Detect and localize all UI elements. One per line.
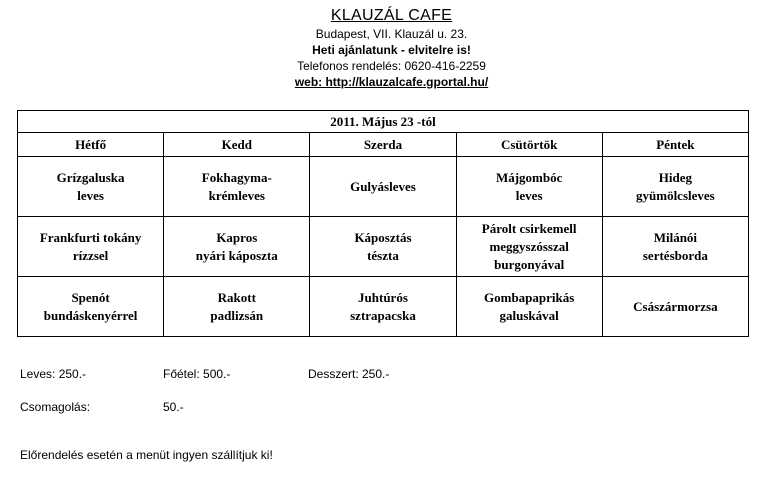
dish-cell: [164, 157, 310, 217]
price-dessert: Desszert: 250.-: [308, 367, 390, 381]
phone: Telefonos rendelés: 0620-416-2259: [297, 59, 486, 73]
soup-row: [18, 157, 749, 217]
dish-name: Gombapaprikás galuskával: [484, 289, 575, 323]
main-row: [18, 217, 749, 277]
dish-name: Májgombóc leves: [495, 169, 563, 203]
dish-cell: [602, 157, 748, 217]
address: Budapest, VII. Klauzál u. 23.: [315, 27, 468, 41]
dish-name: Fokhagyma- krémleves: [201, 169, 272, 203]
dish-cell: [164, 217, 310, 277]
dish-name: Kapros nyári káposzta: [195, 229, 278, 263]
dish-name: Grízgaluska leves: [56, 169, 125, 203]
dish-name: Császármorzsa: [633, 298, 718, 314]
dish-cell: [310, 217, 456, 277]
price-main: Főétel: 500.-: [163, 367, 231, 381]
dish-name: Gulyásleves: [350, 178, 416, 194]
day-thursday: Csütörtök: [456, 133, 602, 157]
day-tuesday: Kedd: [164, 133, 310, 157]
day-wednesday: Szerda: [310, 133, 456, 157]
dish-cell: [164, 277, 310, 337]
dish-name: Rakott padlizsán: [210, 289, 264, 323]
dish-name: Frankfurti tokány rízzsel: [39, 229, 142, 263]
dish-cell: [602, 277, 748, 337]
packaging-price: 50.-: [163, 400, 184, 414]
day-friday: Péntek: [602, 133, 748, 157]
dish-cell: [456, 217, 602, 277]
cafe-title: KLAUZÁL CAFE: [330, 7, 453, 24]
day-header-row: [18, 133, 749, 157]
weekly-offer: Heti ajánlatunk - elvitelre is!: [312, 43, 471, 57]
dish-cell: [310, 157, 456, 217]
website-link[interactable]: web: http://klauzalcafe.gportal.hu/: [294, 75, 489, 89]
delivery-note: Előrendelés esetén a menüt ingyen szállítjuk ki!: [20, 448, 273, 462]
dish-cell: [602, 217, 748, 277]
header: [0, 6, 783, 90]
dish-name: Milánói sertésborda: [642, 229, 708, 263]
price-soup: Leves: 250.-: [20, 367, 87, 381]
dish-name: Juhtúrós sztrapacska: [350, 289, 416, 323]
dish-name: Hideg gyümölcsleves: [636, 169, 715, 203]
dish-cell: [18, 217, 164, 277]
day-monday: Hétfő: [18, 133, 164, 157]
dish-cell: [456, 277, 602, 337]
dish-cell: [310, 277, 456, 337]
second-main-row: [18, 277, 749, 337]
dish-name: Párolt csirkemell meggyszósszal burgonyával: [481, 220, 577, 272]
dish-name: Káposztás tészta: [354, 229, 412, 263]
dish-name: Spenót bundáskenyérrel: [43, 289, 138, 323]
menu-period: 2011. Május 23 -tól: [18, 111, 749, 133]
packaging-label: Csomagolás:: [20, 400, 91, 414]
weekly-menu-table: [17, 110, 749, 337]
dish-cell: [456, 157, 602, 217]
dish-cell: [18, 157, 164, 217]
dish-cell: [18, 277, 164, 337]
